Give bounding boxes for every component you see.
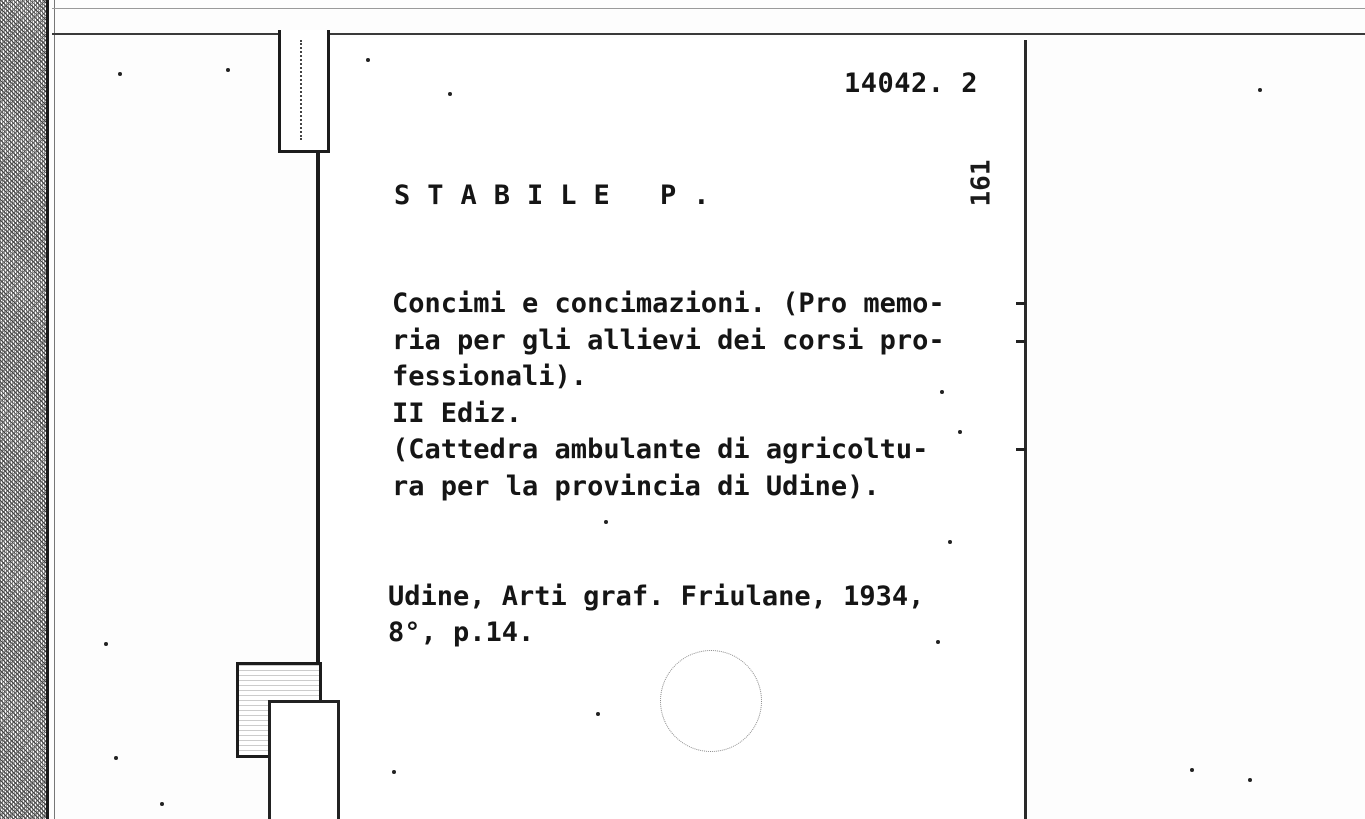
speck: [936, 640, 940, 644]
description-line: (Cattedra ambulante di agricoltu-: [392, 434, 929, 465]
speck: [1258, 88, 1262, 92]
description-line: II Ediz.: [392, 397, 523, 429]
speck: [604, 520, 608, 524]
card-tab-bottom-inner: [268, 700, 340, 819]
speck: [226, 68, 230, 72]
imprint-line: 8°, p.14.: [388, 617, 535, 648]
top-rule-faint: [52, 8, 1365, 9]
title-description: [392, 286, 945, 505]
description-line: fessionali).: [392, 361, 588, 392]
scanner-edge-noise: [0, 0, 48, 819]
speck: [958, 430, 962, 434]
card-tab-top-inner: [300, 40, 332, 140]
faint-stamp-circle: [660, 650, 762, 752]
call-number: 14042. 2: [844, 68, 979, 99]
top-rule: [52, 33, 1365, 35]
author-heading: STABILE P.: [394, 180, 727, 211]
speck: [114, 756, 118, 760]
speck: [118, 72, 122, 76]
speck: [448, 92, 452, 96]
left-edge-line: [46, 0, 49, 819]
card-right-border: [1024, 40, 1027, 819]
description-line: ra per la provincia di Udine).: [392, 470, 880, 502]
speck: [104, 642, 108, 646]
speck: [366, 58, 370, 62]
speck: [596, 712, 600, 716]
margin-tick: [1016, 340, 1026, 343]
description-line: ria per gli allievi dei corsi pro-: [392, 324, 945, 356]
imprint-line: Udine, Arti graf. Friulane, 1934,: [388, 581, 925, 612]
imprint: [388, 579, 924, 651]
description-line: Concimi e concimazioni. (Pro memo-: [392, 288, 945, 319]
side-mark-number: 161: [966, 159, 997, 207]
margin-tick: [1016, 448, 1026, 451]
left-edge-line-2: [54, 0, 55, 819]
speck: [392, 770, 396, 774]
margin-tick: [1016, 302, 1026, 305]
speck: [948, 540, 952, 544]
speck: [1248, 778, 1252, 782]
speck: [1190, 768, 1194, 772]
speck: [160, 802, 164, 806]
